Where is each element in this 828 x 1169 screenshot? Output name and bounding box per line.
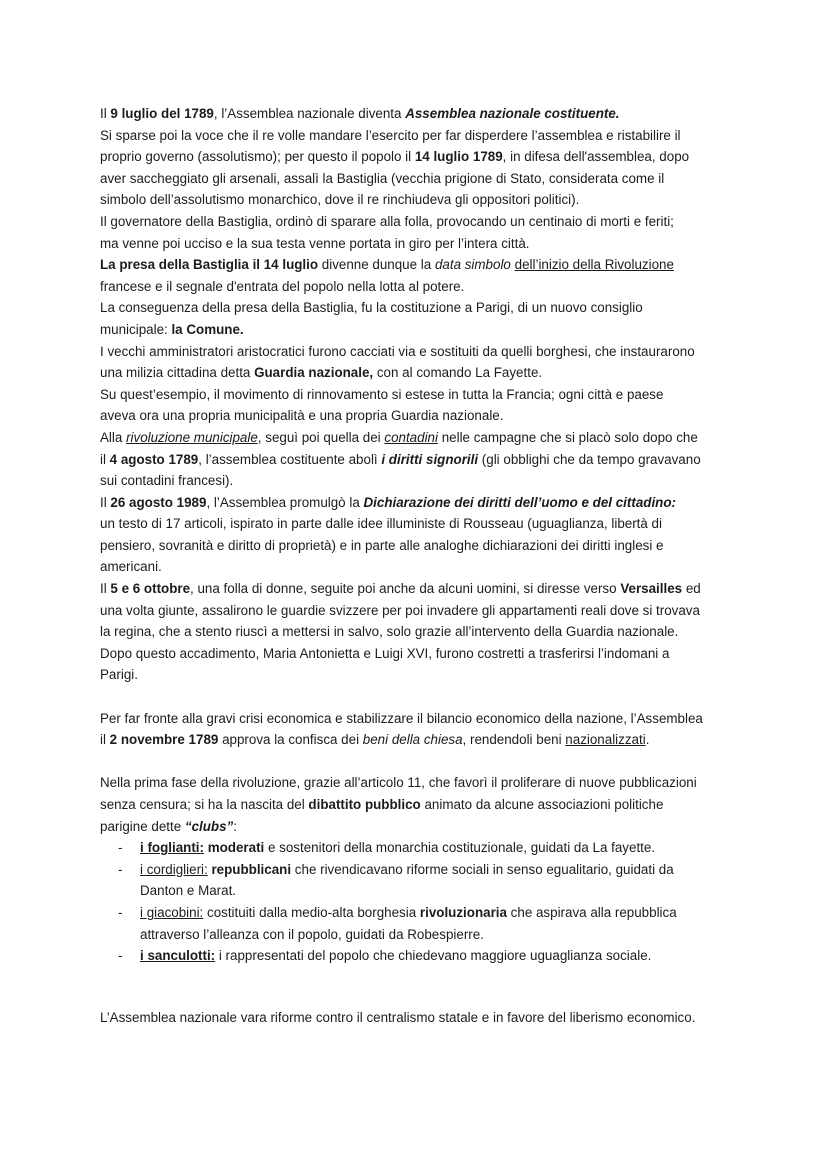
list-item: - i sanculotti: i rappresentati del popolo che chiedevano maggiore uguaglianza sociale. — [118, 945, 758, 967]
text-line: aver saccheggiato gli arsenali, assalì la Bastiglia (vecchia prigione di Stato, considerata come il — [100, 170, 665, 186]
bastille-taking-term: La presa della Bastiglia il 14 luglio — [100, 257, 319, 273]
paragraph-spacer — [100, 686, 758, 708]
giacobini-term: i giacobini: — [140, 904, 204, 920]
revolution-start-underlined: dell’inizio della Rivoluzione — [514, 257, 674, 273]
paragraph-revolution-1789 — [100, 103, 758, 686]
declaration-rights-term: Dichiarazione dei diritti dell’uomo e del cittadino: — [363, 494, 676, 510]
cordiglieri-term: i cordiglieri: — [140, 861, 208, 877]
date-4-august-1789: 4 agosto 1789 — [109, 451, 199, 467]
list-item-continuation: Danton e Marat. — [140, 883, 237, 899]
foglianti-term: i foglianti: — [140, 840, 204, 856]
list-item: - i foglianti: moderati e sostenitori della monarchia costituzionale, guidati da La fayette. — [118, 837, 758, 859]
text-line: La conseguenza della presa della Bastiglia, fu la costituzione a Parigi, di un nuovo consiglio — [100, 300, 643, 316]
peasants-term: contadini — [384, 429, 438, 445]
list-item: - i giacobini: costituiti dalla medio-alta borghesia rivoluzionaria che aspirava alla repubblica — [118, 902, 758, 924]
paragraph-spacer — [100, 967, 758, 1007]
guardia-nazionale-term: Guardia nazionale, — [254, 365, 374, 381]
symbolic-date-term: data simbolo — [434, 257, 511, 273]
date-2-november-1789: 2 novembre 1789 — [109, 732, 219, 748]
text-line: una volta giunte, assalirono le guardie svizzere per poi invadere gli appartamenti reali dove si trovava — [100, 602, 700, 618]
text-line: La presa della Bastiglia il 14 luglio divenne dunque la data simbolo dell’inizio della Rivoluzione — [100, 257, 674, 273]
bullet-dash: - — [118, 904, 123, 920]
text-line: il 4 agosto 1789, l’assemblea costituente abolì i diritti signorili (gli obblighi che da tempo gravavano — [100, 451, 701, 467]
sanculotti-term: i sanculotti: — [140, 948, 216, 964]
text-line: la regina, che a stento riuscì a mettersi in salvo, solo grazie all’intervento della Guardia nazionale. — [100, 624, 679, 640]
text-line: municipale: la Comune. — [100, 321, 244, 337]
bullet-dash: - — [118, 948, 123, 964]
text-line: francese e il segnale d'entrata del popolo nella lotta al potere. — [100, 278, 465, 294]
text-line: Si sparse poi la voce che il re volle mandare l’esercito per far disperdere l’assemblea e ristabilire il — [100, 127, 681, 143]
church-goods-term: beni della chiesa — [362, 732, 463, 748]
repubblicani-term: repubblicani — [211, 861, 292, 877]
public-debate-term: dibattito pubblico — [308, 797, 421, 812]
date-26-august: 26 agosto 1989 — [110, 494, 207, 510]
text-line: Per far fronte alla gravi crisi economica e stabilizzare il bilancio economico della nazione, l’Assemblea — [100, 710, 703, 726]
municipal-revolution-term: rivoluzione municipale — [126, 429, 258, 445]
text-line: Alla rivoluzione municipale, seguì poi quella dei contadini nelle campagne che si placò solo dopo che — [100, 429, 698, 445]
clubs-term: “clubs” — [184, 818, 234, 834]
paragraph-spacer — [100, 751, 758, 773]
date-14-july-1789: 14 luglio 1789 — [414, 149, 503, 165]
comune-term: la Comune. — [171, 321, 244, 337]
text-line: Su quest’esempio, il movimento di rinnovamento si estese in tutta la Francia; ogni città e paese — [100, 386, 664, 402]
text-line: Il 5 e 6 ottobre, una folla di donne, seguite poi anche da alcuni uomini, si diresse verso Versailles ed — [100, 581, 701, 597]
bullet-dash: - — [118, 861, 123, 877]
text-line: Nella prima fase della rivoluzione, grazie all’articolo 11, che favorì il proliferare di nuove pubblicazioni — [100, 775, 697, 791]
text-line: una milizia cittadina detta Guardia nazionale, con al comando La Fayette. — [100, 365, 543, 381]
text-line: aveva ora una propria municipalità e una propria Guardia nazionale. — [100, 408, 504, 424]
text-line: Dopo questo accadimento, Maria Antonietta e Luigi XVI, furono costretti a trasferirsi l’indomani a — [100, 645, 670, 661]
text-line: sui contadini francesi). — [100, 473, 234, 489]
text-line: I vecchi amministratori aristocratici furono cacciati via e sostituiti da quelli borghesi, che instaurarono — [100, 343, 695, 359]
paragraph-church-goods — [100, 708, 758, 751]
text-line: un testo di 17 articoli, ispirato in parte dalle idee illuministe di Rousseau (uguaglianza, libertà di — [100, 516, 662, 532]
date-5-6-october: 5 e 6 ottobre — [110, 581, 191, 597]
text-line: parigine dette “clubs”: — [100, 818, 237, 834]
text-line: ma venne poi ucciso e la sua testa venne portata in giro per l’intera città. — [100, 235, 530, 251]
moderati-term: moderati — [207, 840, 265, 856]
list-item-continuation: attraverso l’alleanza con il popolo, guidati da Robespierre. — [140, 926, 484, 942]
versailles-term: Versailles — [620, 581, 683, 597]
text-line: proprio governo (assolutismo); per questo il popolo il 14 luglio 1789, in difesa dell'assemblea, dopo — [100, 149, 690, 165]
seigneurial-rights-term: i diritti signorili — [381, 451, 479, 467]
bullet-dash: - — [118, 840, 123, 856]
text-line: simbolo dell’assolutismo monarchico, dove il re rinchiudeva gli oppositori politici). — [100, 192, 580, 208]
text-line: senza censura; si ha la nascita del dibattito pubblico animato da alcune associazioni politiche — [100, 797, 664, 812]
text-line: pensiero, sovranità e diritto di proprietà) e in parte alle analoghe dichiarazioni dei diritti inglesi e — [100, 537, 664, 553]
nationalized-term: nazionalizzati — [565, 732, 646, 748]
list-item: - i cordiglieri: repubblicani che rivendicavano riforme sociali in senso egualitario, guidati da — [118, 859, 758, 881]
text-line: il 2 novembre 1789 approva la confisca dei beni della chiesa, rendendoli beni nazionalizzati. — [100, 732, 650, 748]
text-line: americani. — [100, 559, 162, 575]
assembly-costituente-term: Assemblea nazionale costituente. — [405, 106, 620, 121]
text-line: L’Assemblea nazionale vara riforme contro il centralismo statale e in favore del liberismo economico. — [100, 1009, 696, 1025]
text-line: Il 9 luglio del 1789, l’Assemblea nazionale diventa Assemblea nazionale costituente. — [100, 106, 620, 121]
text-line: Il 26 agosto 1989, l’Assemblea promulgò la Dichiarazione dei diritti dell’uomo e del cittadino: — [100, 494, 676, 510]
date-9-july-1789: 9 luglio del 1789 — [110, 106, 214, 121]
paragraph-clubs — [100, 772, 758, 966]
rivoluzionaria-term: rivoluzionaria — [419, 904, 507, 920]
text-line: Il governatore della Bastiglia, ordinò di sparare alla folla, provocando un centinaio di morti e feriti; — [100, 213, 674, 229]
text-line: Parigi. — [100, 667, 138, 683]
paragraph-reforms — [100, 1007, 758, 1029]
